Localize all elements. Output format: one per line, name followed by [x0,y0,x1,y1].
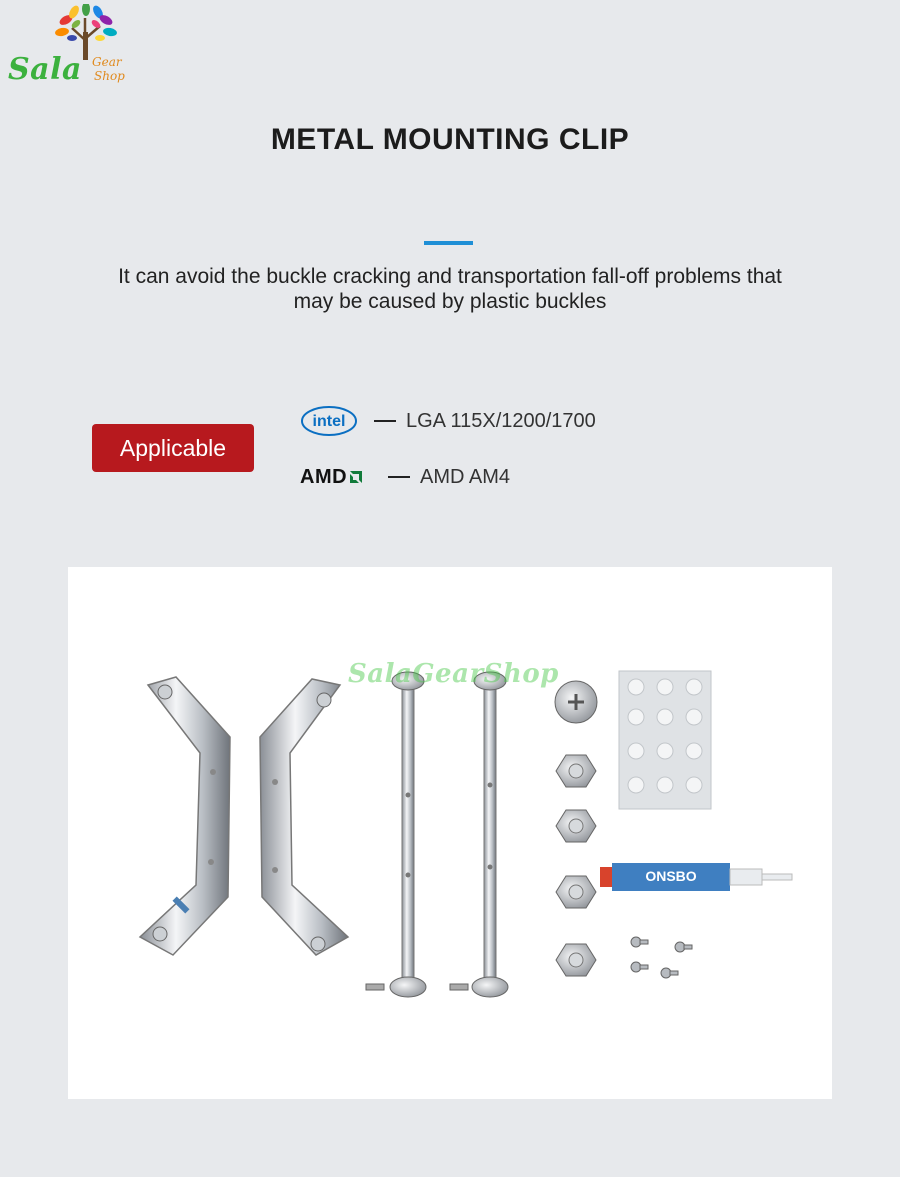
thermal-paste-syringe [600,863,792,891]
screw-head [555,681,597,723]
logo-gear-text: Gear [92,55,122,69]
amd-logo-icon [300,462,376,492]
intel-logo-text: intel [312,413,346,430]
hex-nuts [556,755,596,976]
amd-arrow-icon [349,470,363,484]
amd-compatibility-row [300,462,510,492]
amd-socket-spec: AMD AM4 [420,465,511,488]
intel-socket-spec: LGA 115X/1200/1700 [406,409,596,432]
standoff-bar-2 [450,672,508,997]
left-bracket [140,677,230,955]
mounting-kit-illustration [68,567,832,1099]
dash-separator [388,476,410,478]
washer-pad [619,671,711,809]
amd-logo-text: AMD [300,465,348,488]
dash-separator [374,420,396,422]
product-photo [68,567,832,1099]
right-bracket [260,679,348,955]
watermark: SalaGearShop [348,659,559,689]
logo-shop-text: Shop [94,69,125,83]
standoff-bar-1 [366,672,426,997]
feature-description: It can avoid the buckle cracking and transportation fall-off problems that may be caused by plastic buckles [118,265,782,313]
accent-divider [424,241,473,245]
small-screws [631,937,692,978]
thermal-paste-label: ONSBO [645,868,697,884]
page-title: METAL MOUNTING CLIP [270,123,630,156]
logo-wordmark: Sala [8,52,82,87]
applicable-badge: Applicable [92,424,254,472]
intel-logo-icon [300,404,362,438]
brand-logo [6,4,136,90]
intel-compatibility-row [300,404,596,438]
